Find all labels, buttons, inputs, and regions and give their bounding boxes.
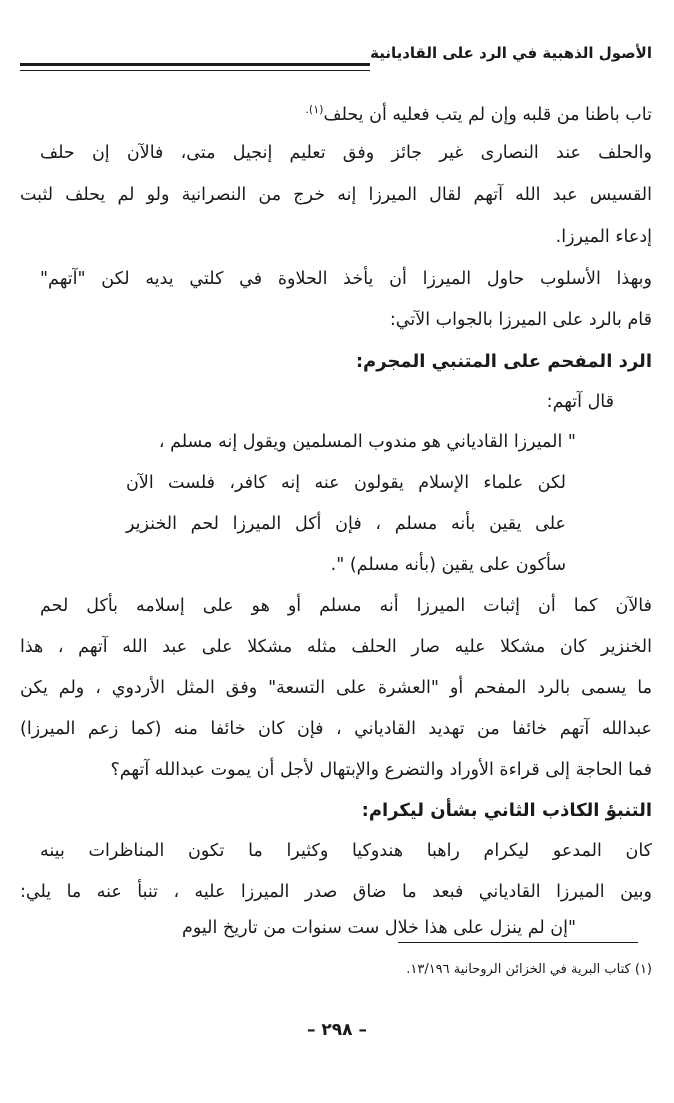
footnote-rule xyxy=(398,942,638,943)
body-line-17: فما الحاجة إلى قراءة الأوراد والتضرع والإبتهال لأجل أن يموت عبدالله آتهم؟ xyxy=(110,760,652,780)
quote-line-2: لكن علماء الإسلام يقولون عنه إنه كافر، فلست الآن xyxy=(126,473,566,493)
section-heading-1: الرد المفحم على المتنبي المجرم: xyxy=(355,351,652,372)
header-rule-thick xyxy=(20,63,370,66)
body-line-20: وبين الميرزا القادياني فبعد ما ضاق صدر الميرزا عليه ، تنبأ عنه ما يلي: xyxy=(20,882,652,902)
body-line-16: عبدالله آتهم خائفا من تهديد القادياني ، فإن كان خائفا منه (كما زعم الميرزا) xyxy=(20,719,652,739)
quote-line-4: سأكون على يقين (بأنه مسلم) ". xyxy=(330,555,566,575)
quote-line-3: على يقين بأنه مسلم ، فإن أكل الميرزا لحم الخنزير xyxy=(126,514,566,534)
body-line-1 xyxy=(305,104,652,124)
footnote-marker: (١). xyxy=(305,103,324,116)
quote-line-1: " الميرزا القادياني هو مندوب المسلمين ويقول إنه مسلم ، xyxy=(158,432,576,452)
quote-line-5: "إن لم ينزل على هذا خلال ست سنوات من تاريخ اليوم xyxy=(182,918,576,938)
body-line-15: ما يسمى بالرد المفحم أو "العشرة على التسعة" وفق المثل الأردوي ، ولم يكن xyxy=(20,678,652,698)
body-line-13: فالآن كما أن إثبات الميرزا أنه مسلم أو هو على إسلامه بأكل لحم xyxy=(40,596,652,616)
body-line-5: وبهذا الأسلوب حاول الميرزا أن يأخذ الحلاوة في كلتي يديه لكن "آتهم" xyxy=(40,269,652,289)
body-line-2: والحلف عند النصارى غير جائز وفق تعليم إنجيل متى، فالآن إن حلف xyxy=(40,143,652,163)
body-line-14: الخنزير كان مشكلا عليه صار الحلف مثله مشكلا على عبد الله آتهم ، هذا xyxy=(20,637,652,657)
running-head: الأصول الذهبية في الرد على القاديانية xyxy=(370,44,652,62)
footnote: (١) كتاب البرية في الخزائن الروحانية ١٣/١٩٦. xyxy=(406,962,652,977)
body-line-4: إدعاء الميرزا. xyxy=(555,227,652,247)
body-line-6: قام بالرد على الميرزا بالجواب الآتي: xyxy=(389,310,652,330)
body-line-3: القسيس عبد الله آتهم لقال الميرزا إنه خرج من النصرانية ولو لم يحلف لثبت xyxy=(20,185,652,205)
section-heading-2: التنبؤ الكاذب الثاني بشأن ليكرام: xyxy=(361,800,652,821)
body-line-19: كان المدعو ليكرام راهبا هندوكيا وكثيرا ما تكون المناظرات بينه xyxy=(40,841,652,861)
page-number: – ٢٩٨ – xyxy=(307,1020,367,1040)
header-rule-thin xyxy=(20,70,370,71)
body-line-8: قال آتهم: xyxy=(546,392,614,412)
body-line-1-text: تاب باطنا من قلبه وإن لم يتب فعليه أن يحلف xyxy=(323,104,652,125)
